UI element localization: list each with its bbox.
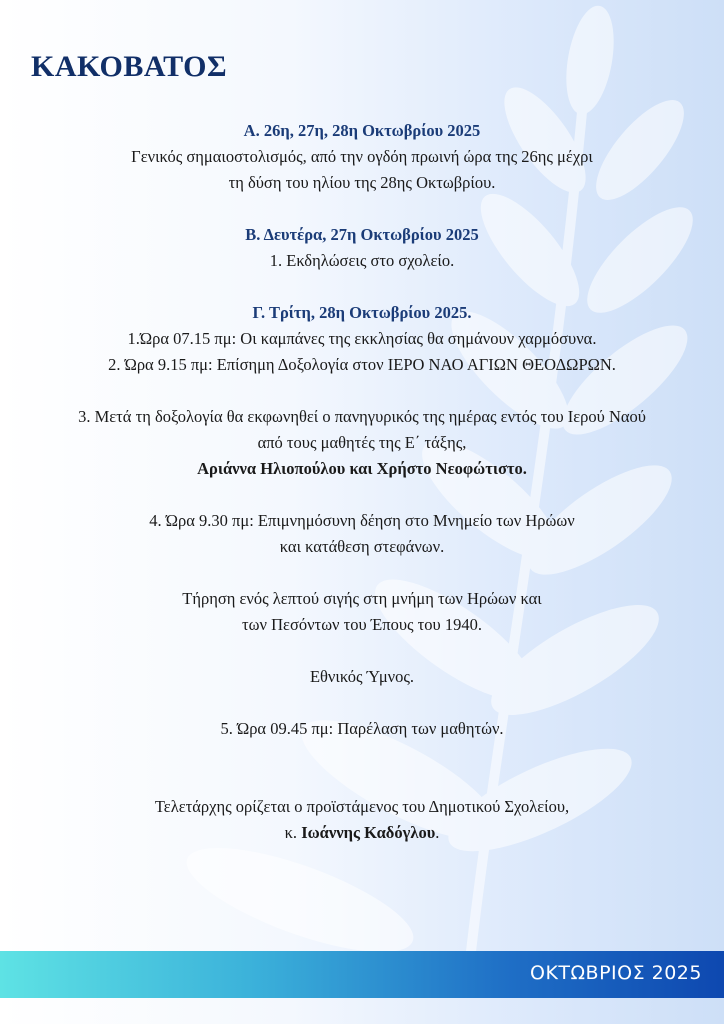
program-content — [0, 118, 724, 846]
page-title: ΚΑΚΟΒΑΤΟΣ — [31, 50, 228, 83]
section-b-line-1: 1. Εκδηλώσεις στο σχολείο. — [269, 251, 455, 270]
section-c-item-1: 1.Ώρα 07.15 πμ: Οι καμπάνες της εκκλησίας θα σημάνουν χαρμόσυνα. — [127, 329, 597, 348]
section-c-item-5: 5. Ώρα 09.45 πμ: Παρέλαση των μαθητών. — [220, 719, 504, 738]
closing-prefix: κ. — [284, 823, 302, 842]
closing-line-2 — [0, 820, 724, 846]
section-c-item-4-line-1: 4. Ώρα 9.30 πμ: Επιμνημόσυνη δέηση στο Μνημείο των Ηρώων — [149, 511, 575, 530]
speaker-names: Αριάννα Ηλιοπούλου και Χρήστο Νεοφώτιστο. — [197, 459, 527, 478]
closing-suffix: . — [435, 823, 440, 842]
footer-date: ΟΚΤΩΒΡΙΟΣ 2025 — [530, 962, 702, 984]
section-c-heading: Γ. Τρίτη, 28η Οκτωβρίου 2025. — [252, 303, 472, 322]
section-c-item-4-line-2: και κατάθεση στεφάνων. — [279, 537, 445, 556]
section-c-item-2: 2. Ώρα 9.15 πμ: Επίσημη Δοξολογία στον ΙΕΡΟ ΝΑΟ ΑΓΙΩΝ ΘΕΟΔΩΡΩΝ. — [108, 355, 616, 374]
footer-banner — [0, 951, 724, 998]
silence-line-1: Τήρηση ενός λεπτού σιγής στη μνήμη των Ηρώων και — [182, 589, 542, 608]
section-b-heading: Β. Δευτέρα, 27η Οκτωβρίου 2025 — [245, 225, 479, 244]
master-of-ceremonies-name: Ιωάννης Καδόγλου — [301, 823, 436, 842]
section-a-line-2: τη δύση του ηλίου της 28ης Οκτωβρίου. — [228, 173, 496, 192]
national-anthem: Εθνικός Ύμνος. — [309, 667, 415, 686]
silence-line-2: των Πεσόντων του Έπους του 1940. — [242, 615, 482, 634]
closing-line-1: Τελετάρχης ορίζεται ο προϊστάμενος του Δημοτικού Σχολείου, — [154, 797, 570, 816]
section-c-item-3-line-2: από τους μαθητές της Ε΄ τάξης, — [257, 433, 467, 452]
section-a-heading: Α. 26η, 27η, 28η Οκτωβρίου 2025 — [243, 121, 481, 140]
section-a-line-1: Γενικός σημαιοστολισμός, από την ογδόη πρωινή ώρα της 26ης μέχρι — [131, 147, 593, 166]
section-c-item-3-line-1: 3. Μετά τη δοξολογία θα εκφωνηθεί ο πανηγυρικός της ημέρας εντός του Ιερού Ναού — [78, 407, 646, 426]
